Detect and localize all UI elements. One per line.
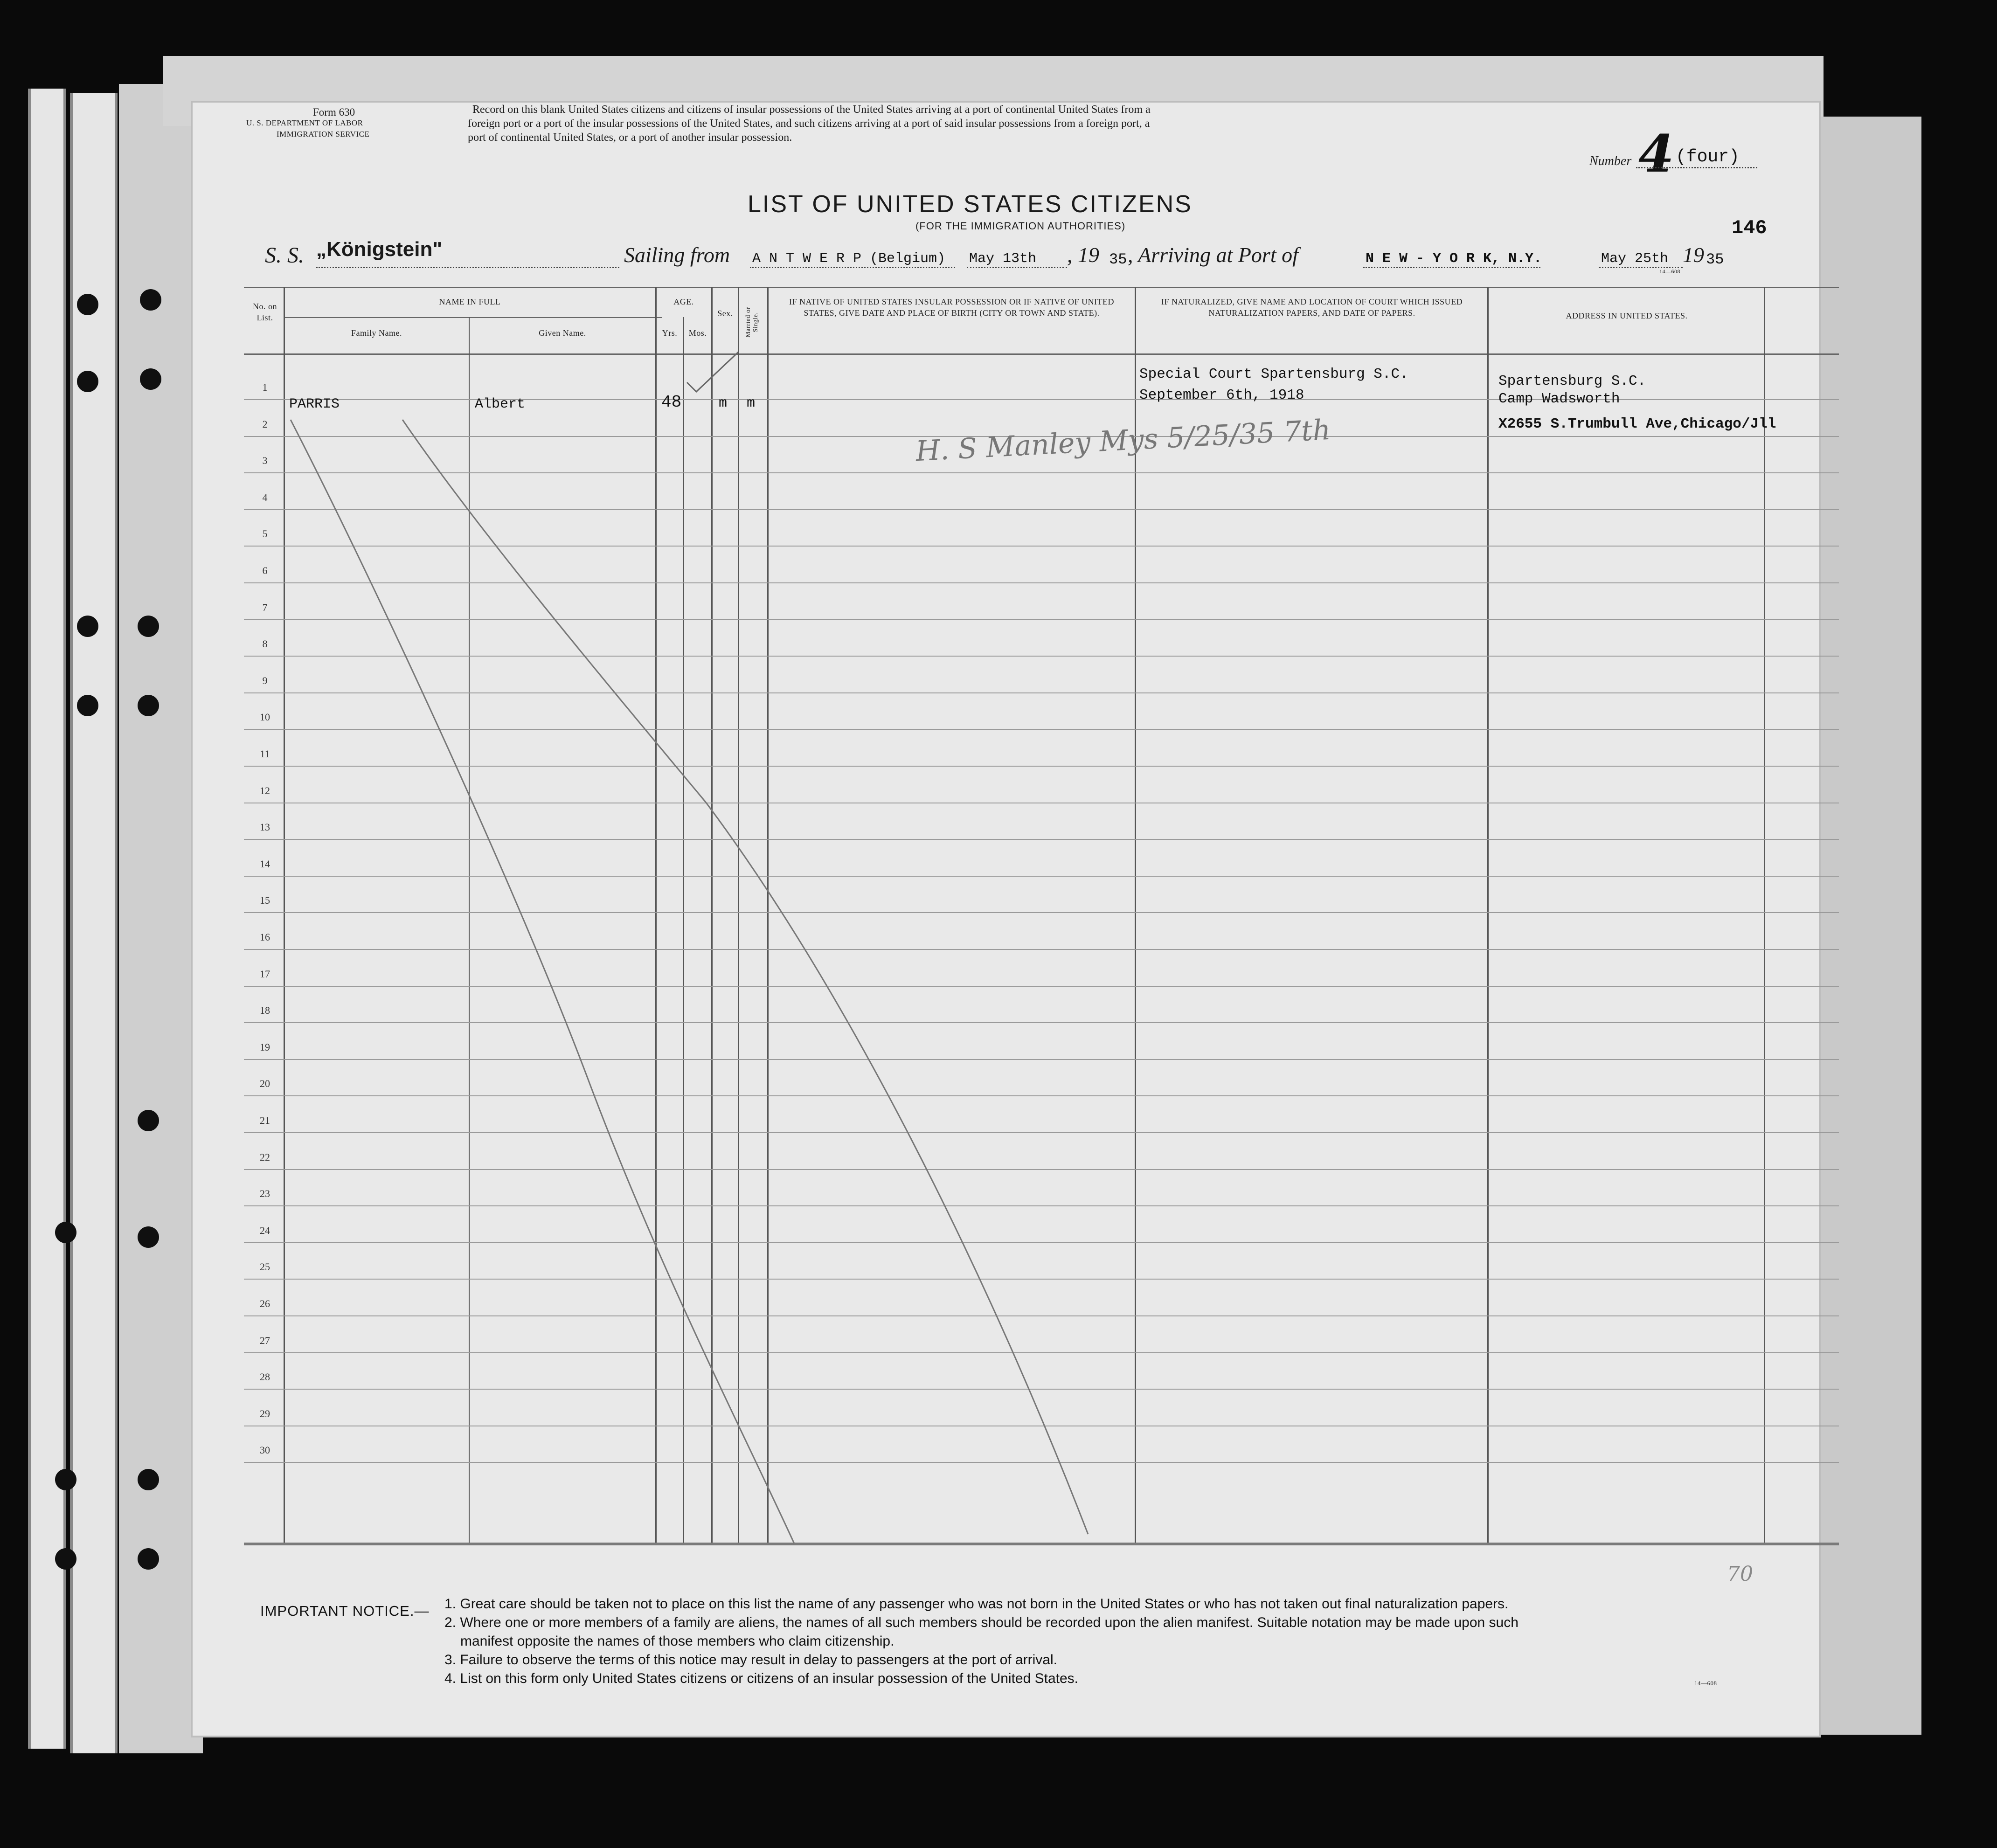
- col-header-family: Family Name.: [351, 328, 402, 338]
- number-words: (four): [1676, 147, 1740, 167]
- printer-mark: 14—608: [1659, 268, 1680, 275]
- sailing-port: A N T W E R P (Belgium): [752, 251, 946, 267]
- address-line-2: Camp Wadsworth: [1498, 391, 1620, 407]
- instructions-line-3: port of continental United States, or a port of another insular possession.: [468, 132, 792, 144]
- sheet-number: 70: [1727, 1562, 1753, 1586]
- arriving-label: , Arriving at Port of: [1128, 243, 1298, 267]
- row-number: 5: [262, 528, 268, 540]
- check-mark: [687, 352, 738, 392]
- col-header-yrs: Yrs.: [662, 328, 678, 338]
- page-number: 146: [1732, 217, 1767, 239]
- row-number: 18: [260, 1004, 270, 1017]
- col-header-given: Given Name.: [539, 328, 586, 338]
- age-years-cell: 48: [661, 393, 682, 412]
- pencil-strike-lines: [193, 103, 1819, 1736]
- address-line-3: X2655 S.Trumbull Ave,Chicago/Jll: [1498, 416, 1776, 432]
- punch-hole: [55, 1469, 76, 1490]
- row-number: 16: [260, 931, 270, 943]
- punch-hole: [138, 1110, 159, 1131]
- row-number: 29: [260, 1407, 270, 1419]
- notice-item-3: 3. Failure to observe the terms of this notice may result in delay to passengers at the port of arrival.: [444, 1652, 1057, 1668]
- row-number: 23: [260, 1188, 270, 1200]
- service-label: IMMIGRATION SERVICE: [277, 130, 370, 138]
- notice-item-4: 4. List on this form only United States citizens or citizens of an insular possession of the United States.: [444, 1671, 1079, 1686]
- arrival-year-prefix: 19: [1683, 243, 1704, 267]
- row-number: 6: [262, 565, 268, 576]
- arrival-date: May 25th: [1601, 251, 1669, 267]
- row-number: 7: [262, 601, 268, 613]
- number-label: Number: [1589, 154, 1632, 168]
- row-number: 26: [260, 1298, 270, 1309]
- col-header-mos: Mos.: [688, 328, 707, 338]
- binder-strip-left: [28, 89, 66, 1749]
- instructions-line-1: Record on this blank United States citizens and citizens of insular possessions of the United States arriving at a port of continental United States from a: [472, 104, 1151, 116]
- page-title: LIST OF UNITED STATES CITIZENS: [748, 191, 1193, 218]
- punch-hole: [140, 289, 161, 311]
- row-number: 10: [260, 711, 270, 723]
- row-number: 19: [260, 1041, 270, 1053]
- punch-hole: [77, 695, 98, 716]
- punch-hole: [77, 294, 98, 315]
- col-header-name: NAME IN FULL: [439, 297, 501, 306]
- col-header-birthplace: IF NATIVE OF UNITED STATES INSULAR POSSESSION OR IF NATIVE OF UNITED STATES, GIVE DATE AND PLACE OF BIRTH (CITY OR TOWN AND STATE).: [789, 297, 1115, 318]
- row-number: 20: [260, 1078, 270, 1090]
- col-header-no: No. on List.: [253, 302, 277, 322]
- row-number: 15: [260, 894, 270, 907]
- address-line-1: Spartensburg S.C.: [1498, 373, 1646, 389]
- row-number: 25: [260, 1261, 270, 1273]
- punch-hole: [138, 616, 159, 637]
- row-number: 8: [262, 638, 268, 650]
- row-number: 24: [260, 1224, 270, 1236]
- sailing-year-suffix: 35: [1109, 251, 1127, 268]
- row-number: 1: [262, 381, 268, 393]
- col-header-married: Married or Single.: [745, 307, 759, 338]
- punch-hole: [138, 1548, 159, 1570]
- sailing-label: Sailing from: [624, 243, 730, 267]
- row-number: 30: [260, 1444, 270, 1456]
- ss-label: S. S.: [265, 243, 304, 268]
- arrival-year-suffix: 35: [1706, 251, 1724, 268]
- col-header-naturalized: IF NATURALIZED, GIVE NAME AND LOCATION OF COURT WHICH ISSUED NATURALIZATION PAPERS, AND DATE OF PAPERS.: [1161, 297, 1463, 318]
- strike-line-given: [402, 420, 1088, 1534]
- arriving-port: N E W - Y O R K, N.Y.: [1366, 251, 1542, 267]
- row-number: 27: [260, 1334, 270, 1346]
- row-number: 28: [260, 1371, 270, 1383]
- handwritten-inspection-note: H. S Manley Mys 5/25/35 7th: [915, 413, 1331, 468]
- court-line-2: September 6th, 1918: [1139, 387, 1304, 403]
- notice-item-1: 1. Great care should be taken not to place on this list the name of any passenger who was not born in the United States or who has not taken out final naturalization papers.: [444, 1596, 1509, 1612]
- sailing-year-prefix: , 19: [1067, 243, 1099, 267]
- sailing-date: May 13th: [969, 251, 1037, 267]
- row-number: 4: [262, 491, 268, 503]
- married-cell: m: [747, 395, 756, 411]
- punch-hole: [138, 1226, 159, 1248]
- sex-cell: m: [719, 395, 728, 411]
- punch-hole: [55, 1548, 76, 1570]
- row-number: 17: [260, 968, 270, 980]
- notice-heading: IMPORTANT NOTICE.—: [260, 1603, 430, 1619]
- punch-hole: [77, 371, 98, 392]
- punch-hole: [55, 1222, 76, 1243]
- punch-hole: [138, 695, 159, 716]
- row-number: 12: [260, 784, 270, 796]
- row-number: 11: [260, 748, 270, 760]
- court-line-1: Special Court Spartensburg S.C.: [1139, 366, 1408, 382]
- row-number: 2: [262, 418, 268, 430]
- punch-hole: [138, 1469, 159, 1490]
- under-sheet-left: [119, 84, 203, 1753]
- row-number: 13: [260, 821, 270, 833]
- row-number: 22: [260, 1151, 270, 1163]
- given-name-cell: Albert: [475, 396, 526, 412]
- row-number: 21: [260, 1114, 270, 1126]
- footer-mark: 14—608: [1694, 1680, 1717, 1687]
- notice-item-2-cont: manifest opposite the names of those members who claim citizenship.: [460, 1633, 894, 1649]
- page-subtitle: (FOR THE IMMIGRATION AUTHORITIES): [915, 220, 1126, 232]
- row-number: 14: [260, 858, 270, 870]
- under-sheet-right: [1819, 117, 1921, 1735]
- col-header-address: ADDRESS IN UNITED STATES.: [1566, 311, 1688, 320]
- department-label: U. S. DEPARTMENT OF LABOR: [246, 118, 363, 127]
- family-name-cell: PARRIS: [289, 396, 340, 412]
- number-value: 4: [1638, 124, 1674, 184]
- punch-hole: [77, 616, 98, 637]
- strike-line-family: [291, 420, 794, 1543]
- row-number: 3: [262, 455, 268, 467]
- notice-item-2: 2. Where one or more members of a family are aliens, the names of all such members should be recorded upon the alien manifest. Suitable notation may be made upon such: [444, 1615, 1519, 1630]
- col-header-sex: Sex.: [717, 309, 733, 318]
- ship-name: „Königstein": [316, 238, 443, 261]
- manifest-form: [193, 103, 1819, 1736]
- punch-hole: [140, 368, 161, 390]
- row-number: 9: [262, 674, 268, 686]
- form-number: Form 630: [313, 106, 355, 118]
- instructions-line-2: foreign port or a port of the insular possessions of the United States, and such citizens arriving at a port of said insular possessions from a foreign port, a: [468, 118, 1150, 130]
- col-header-age: AGE.: [673, 297, 694, 306]
- binder-strip-middle: [70, 93, 118, 1753]
